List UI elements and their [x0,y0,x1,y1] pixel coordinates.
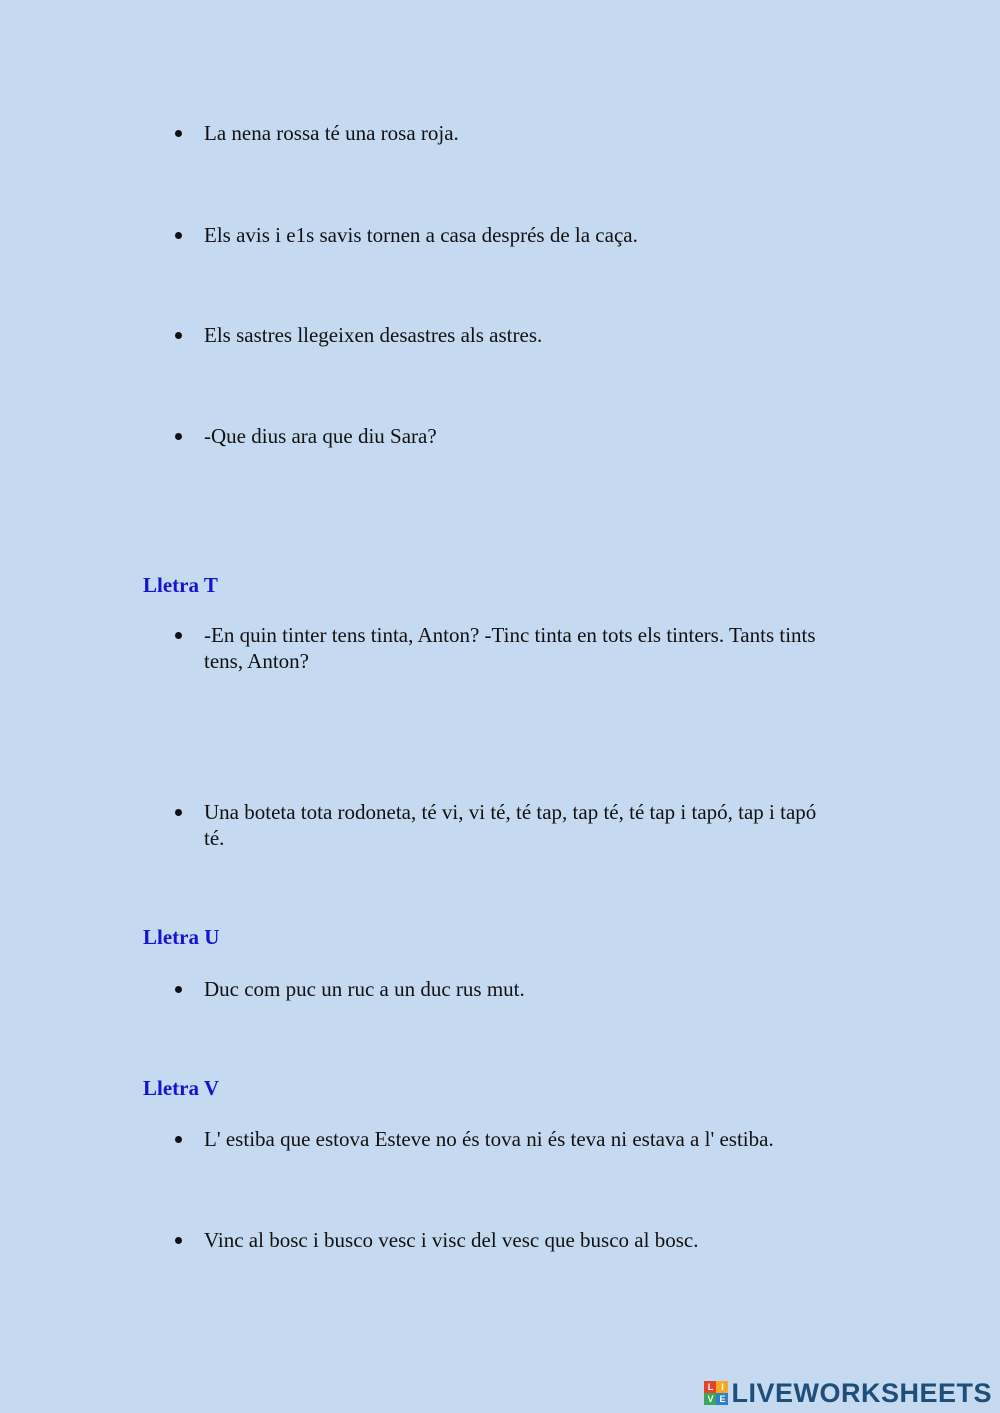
bullet-dot [175,632,182,639]
item-text: Duc com puc un ruc a un duc rus mut. [204,977,525,1001]
logo-mark-letter: L [704,1381,716,1393]
item-text: -En quin tinter tens tinta, Anton? -Tinc tinta en tots els tinters. Tants tints tens, Anton? [204,623,816,673]
bullet-item-1 [204,120,834,146]
item-text: L' estiba que estova Esteve no és tova ni és teva ni estava a l' estiba. [204,1127,774,1151]
item-text: La nena rossa té una rosa roja. [204,121,459,145]
bullet-dot [175,1136,182,1143]
bullet-item-8 [204,1126,834,1152]
bullet-item-5 [204,622,834,674]
bullet-dot [175,433,182,440]
bullet-dot [175,130,182,137]
logo-mark-letter: E [716,1393,728,1405]
item-text: Els avis i e1s savis tornen a casa després de la caça. [204,223,638,247]
bullet-item-4 [204,423,834,449]
bullet-item-6 [204,799,834,851]
liveworksheets-logo [704,1377,992,1409]
heading-lletra-t: Lletra T [143,573,218,597]
bullet-dot [175,986,182,993]
bullet-item-9 [204,1227,834,1253]
logo-mark-letter: I [716,1381,728,1393]
bullet-dot [175,1237,182,1244]
logo-mark-letter: V [704,1393,716,1405]
bullet-item-3 [204,322,834,348]
bullet-dot [175,332,182,339]
item-text: Una boteta tota rodoneta, té vi, vi té, té tap, tap té, té tap i tapó, tap i tapó té. [204,800,817,850]
item-text: -Que dius ara que diu Sara? [204,424,437,448]
live-logo-icon [704,1381,728,1405]
heading-lletra-v: Lletra V [143,1076,220,1100]
bullet-dot [175,232,182,239]
item-text: Vinc al bosc i busco vesc i visc del vesc que busco al bosc. [204,1228,699,1252]
heading-lletra-u: Lletra U [143,925,220,949]
item-text: Els sastres llegeixen desastres als astres. [204,323,543,347]
bullet-item-7 [204,976,834,1002]
bullet-item-2 [204,222,834,248]
logo-text: LIVEWORKSHEETS [731,1377,992,1408]
bullet-dot [175,809,182,816]
